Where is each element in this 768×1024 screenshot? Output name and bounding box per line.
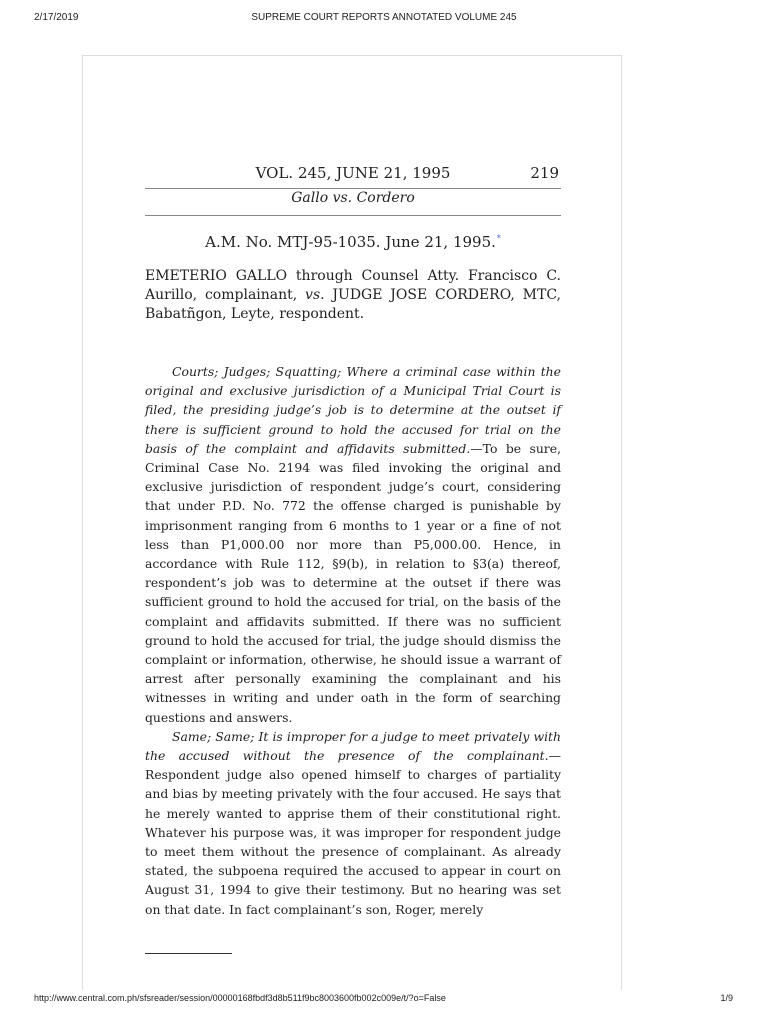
- print-date: 2/17/2019: [34, 12, 79, 23]
- print-url: http://www.central.com.ph/sfsreader/session/00000168fbdf3d8b511f9bc8003600fb002c009e/t/?o=False: [34, 993, 446, 1003]
- syllabus-heading: Courts; Judges; Squatting; Where a criminal case within the original and exclusive jurisdiction of a Municipal Trial Court is filed, the presiding judge’s job is to determine at the outset if there is sufficient ground to hold the accused for trial on the basis of the complaint and affidavits submitted.: [145, 364, 561, 456]
- volume-date: VOL. 245, JUNE 21, 1995: [255, 164, 451, 182]
- syllabus-heading: Same; Same; It is improper for a judge to meet privately with the accused without the presence of the complainant.: [145, 728, 561, 764]
- browser-print-header: [0, 0, 768, 30]
- footnote-marker-link[interactable]: *: [496, 234, 501, 243]
- footnote-separator: [145, 953, 232, 954]
- print-page-indicator: 1/9: [720, 993, 733, 1003]
- print-doc-title: SUPREME COURT REPORTS ANNOTATED VOLUME 245: [251, 12, 517, 23]
- case-parties: [145, 267, 561, 324]
- docket-text: A.M. No. MTJ-95-1035. June 21, 1995.: [205, 233, 496, 251]
- syllabus-body: —To be sure, Criminal Case No. 2194 was filed invoking the original and exclusive jurisdiction of respondent judge’s court, considering that under P.D. No. 772 the offense charged is punishable by imprisonment ranging from 6 months to 1 year or a fine of not less than P1,000.00 nor more than P5,000.00. Hence, in accordance with Rule 112, §9(b), in relation to §3(a) thereof, respondent’s job was to determine at the outset if there was sufficient ground to hold the accused for trial, on the basis of the complaint and affidavits submitted. If there was no sufficient ground to hold the accused for trial, the judge should dismiss the complaint or information, otherwise, he should issue a warrant of arrest after personally examining the complainant and his witnesses in writing and under oath in the form of searching questions and answers.: [145, 440, 562, 725]
- parties-complainant: EMETERIO GALLO through Counsel Atty. Francisco C. Aurillo, complainant,: [145, 268, 561, 303]
- syllabus-paragraph: [145, 362, 561, 727]
- docket-number: [145, 233, 561, 251]
- header-rule-top: [145, 188, 561, 189]
- syllabus-paragraph: [145, 727, 561, 919]
- page-number: 219: [530, 164, 559, 182]
- case-short-title: Gallo vs. Cordero: [291, 190, 415, 206]
- running-head: [145, 164, 561, 184]
- header-rule-bottom: [145, 215, 561, 216]
- parties-versus: vs.: [305, 287, 325, 303]
- browser-print-footer: [0, 988, 768, 1024]
- parties-respondent: JUDGE JOSE CORDERO, MTC, Babatñgon, Leyte, respondent.: [145, 287, 561, 322]
- syllabus: [145, 362, 561, 919]
- syllabus-body: —Respondent judge also opened himself to charges of partiality and bias by meeting privately with the four accused. He says that he merely wanted to apprise them of their constitutional right. Whatever his purpose was, it was improper for respondent judge to meet them without the presence of complainant. As already stated, the subpoena required the accused to appear in court on August 31, 1994 to give their testimony. But no hearing was set on that date. In fact complainant’s son, Roger, merely: [145, 748, 561, 917]
